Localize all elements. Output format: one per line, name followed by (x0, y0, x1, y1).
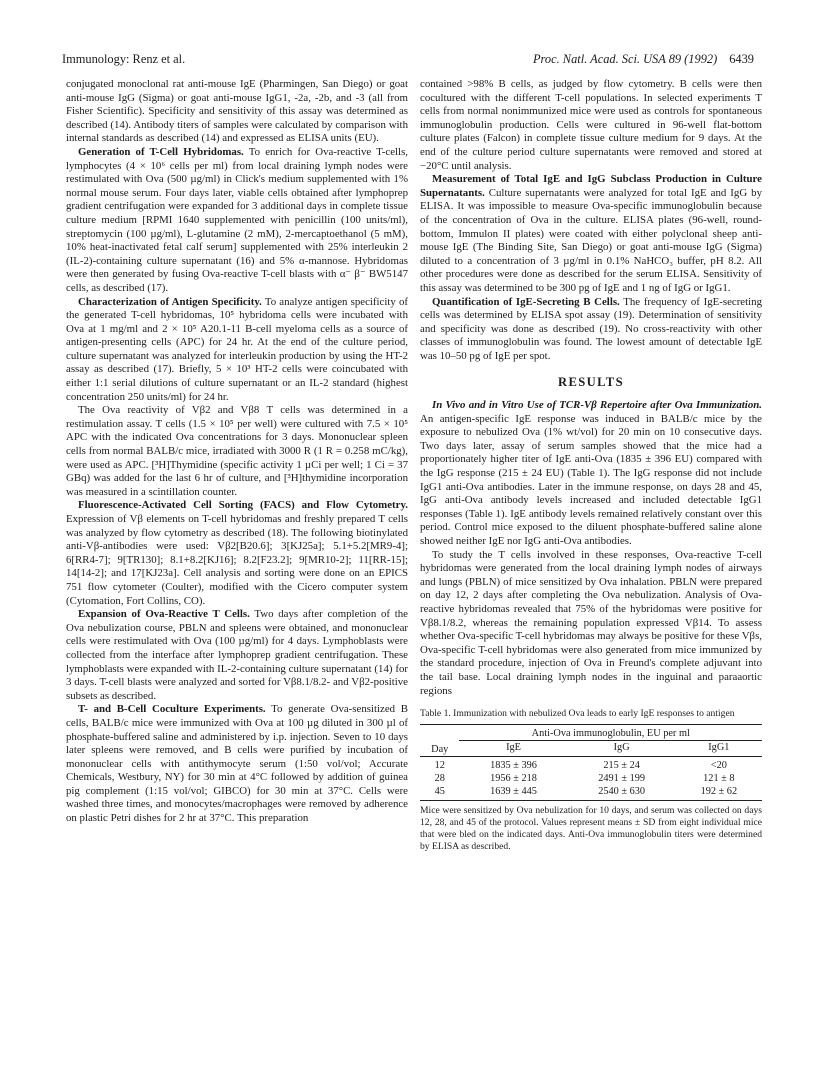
section-heading: Fluorescence-Activated Cell Sorting (FACS) and Flow Cytometry. (78, 499, 408, 512)
table-header-row (420, 725, 762, 741)
table-cell: <20 (710, 760, 727, 772)
table-cell: 1835 ± 396 (490, 760, 537, 772)
paragraph: To study the T cells involved in these responses, Ova-reactive T-cell hybridomas were generated from the local draining lymph nodes of airways and lungs (PBLN) of mice sensitized by Ova inhalation. PBLN were prepared on day 12, 2 days after completing the Ova nebulization. Analysis of Ova-reactive hybridomas revealed that 75% of the hybridomas were positive for Vβ8.1/8.2, whereas the remaining population expressed Vβ14. To assess whether Ova-specific T-cell hybridomas may always be positive for these Vβs, Ova-specific T-cell hybridomas were also generated from mice immunized by the standard procedure, injection of Ova in Freund's complete adjuvant into the tail base. Local draining lymph nodes in the inguinal and paraaortic regions (420, 548, 762, 697)
table-cell: 1639 ± 445 (459, 785, 567, 801)
table-cell: 2540 ± 630 (568, 785, 676, 801)
paragraph-text: To analyze antigen specificity of the generated T-cell hybridomas, 10⁵ hybridoma cells were incubated with Ova at 1 mg/ml and 2 × 10⁵ A20.1-11 B-cell myeloma cells as a source of antigen-presenting cells (APC) for 24 hr. At the end of the culture period, culture supernatant was analyzed for interleukin production by using the HT-2 assay as described (17). Briefly, 5 × 10³ HT-2 cells were coincubated with either 1:1 serial dilutions of culture supernatant or an IL-2 standard (highest concentration 250 units/ml) for 24 hr. (66, 295, 408, 403)
paragraph: The Ova reactivity of Vβ2 and Vβ8 T cells was determined in a restimulation assay. T cells (1.5 × 10⁵ per well) were cultured with 7.5 × 10⁵ APC with the indicated Ova concentrations for 3 days. Mononuclear spleen cells from normal BALB/c mice, irradiated with 3000 R (1 R = 0.258 mC/kg), were used as APC. [³H]Thymidine (specific activity 1 µCi per well; 1 Ci = 37 GBq) was added for the last 6 hr of culture, and [³H]thymidine incorporation was measured in a scintillation counter. (66, 404, 408, 498)
section-heading: Expansion of Ova-Reactive T Cells. (78, 608, 250, 621)
paragraph-text: An antigen-specific IgE response was induced in BALB/c mice by the exposure to nebulized Ova (1% wt/vol) for 20 min on 10 consecutive days. Two days later, assay of serum samples showed that the mice had a proportionately higher titer of IgE anti-Ova (1835 ± 396 EU) compared with the IgG response (215 ± 24 EU) (Table 1). The IgG response did not include IgG1 anti-Ova antibodies. Later in the immune response, on days 28 and 45, IgG anti-Ova antibody levels increased and included detectable IgG1 responses (Table 1). IgE antibody levels remained relatively constant over this period. Control mice exposed to the diluent phosphate-buffered saline alone showed neither IgE nor IgG anti-Ova antibodies. (420, 412, 762, 547)
table-1 (420, 724, 762, 801)
paragraph-text: Expression of Vβ elements on T-cell hybridomas and freshly prepared T cells was analyzed by flow cytometry as described (18). The following biotinylated anti-Vβ-antibodies were used: Vβ2[B20.6]; 3[KJ25a]; 5.1+5.2[MR9-4]; 6[RR4-7]; 9[TR130]; 8.1+8.2[KJ16]; 8.2[F23.2]; 9[MR10-2]; 11[RR-15]; 14[14-2]; and 17[KJ23a]. Cell analysis and sorting were done on an EPICS 751 flow cytometer (Coulter), modified with the Cicero computer system (Cytomation, Fort Collins, CO). (66, 513, 408, 607)
table-row (420, 772, 762, 785)
paragraph (420, 296, 762, 364)
paragraph-text: The frequency of IgE-secreting cells was determined by ELISA spot assay (19). Determination of sensitivity and specificity was done as described (19). No cross-reactivity with other classes of immunoglobulin was found. The lowest amount of detectable IgE was 10–50 pg of IgE per spot. (420, 295, 762, 362)
paragraph-text: To enrich for Ova-reactive T-cells, lymphocytes (4 × 10⁶ cells per ml) from local draining lymph nodes were restimulated with Ova (500 µg/ml) in Click's medium supplemented with 1% normal mouse serum. Four days later, viable cells obtained after lymphoprep gradient centrifugation were expanded for 3 additional days in complete tissue culture medium [RPMI 1640 supplemented with penicillin (100 units/ml), streptomycin (100 µg/ml), L-glutamine (2 mM), 2-mercaptoethanol (5 mM), 10% heat-inactivated fetal calf serum] supplemented with 25% interleukin 2 (IL-2)-containing culture supernatant (16) and 5% α-mannose. Hybridomas were then generated by fusing Ova-reactive T-cell blasts with α⁻ β⁻ BW5147 cells, as described (17). (66, 145, 409, 294)
table-row (420, 757, 762, 773)
table-cell: 2491 ± 199 (598, 773, 646, 785)
left-column (66, 78, 408, 826)
right-column (420, 78, 762, 853)
section-heading: Measurement of Total IgE and IgG Subclass Production in Culture Supernatants. (420, 173, 762, 199)
paragraph: contained >98% B cells, as judged by flow cytometry. B cells were then cocultured with the different T-cell populations. In selected experiments T cells from normal nonimmunized mice were used as controls for spontaneous immunoglobulin production. Cells were cultured in 96-well flat-bottom culture plates (Falcon) in complete tissue culture medium for 9 days. At the end of the culture period culture supernatants were removed and stored at −20°C until analysis. (420, 78, 762, 172)
journal-name: Proc. Natl. Acad. Sci. USA 89 (1992) (532, 52, 718, 66)
column-header: Day (420, 725, 459, 757)
paragraph-text: Two days after completion of the Ova nebulization course, PBLN and spleens were obtained, and mononuclear cells were restimulated with Ova (100 µg/ml) for 4 days. Lymphoblasts were collected from the interface after lymphoprep gradient centrifugation. These lymphoblasts were expanded with IL-2-containing culture supernatant (14) for 3 days. T-cell blasts were analyzed and sorted for Vβ8.1/8.2- and Vβ2-positive subsets as described. (66, 608, 408, 702)
table-cell: 1956 ± 218 (490, 773, 537, 785)
running-header: Immunology: Renz et al. (62, 52, 186, 66)
section-heading: T- and B-Cell Coculture Experiments. (78, 703, 266, 716)
section-heading: Characterization of Antigen Specificity. (78, 295, 262, 308)
page-number: 6439 (729, 52, 754, 66)
table-row (420, 785, 762, 801)
section-heading: In Vivo and in Vitro Use of TCR-Vβ Repertoire after Ova Immunization. (432, 399, 762, 412)
table-cell: 28 (434, 773, 445, 785)
column-header: IgG1 (676, 741, 762, 757)
paragraph (420, 173, 762, 295)
paragraph-text: Culture supernatants were analyzed for total IgE and IgG by ELISA. It was impossible to measure Ova-specific immunoglobulin because of the concentration of Ova in the culture. ELISA plates (96-well, round-bottom, Immulon II plates) were coated with either polyclonal sheep anti-mouse IgE (The Binding Site, San Diego) or goat anti-mouse IgG (Sigma) diluted to a concentration of 3 µg/ml in 0.1% NaHCO₃ buffer, pH 8.2. All other procedures were done as described for the serum ELISA. Sensitivity of this assay was determined to be 300 pg of IgE and 1 ng of IgG or IgG1. (420, 186, 762, 294)
paragraph (66, 296, 408, 405)
table-footnote: Mice were sensitized by Ova nebulization for 10 days, and serum was collected on days 12, 28, and 45 of the protocol. Values represent means ± SD from eight individual mice that were bled on the indicated days. Anti-Ova immunoglobulin titers were determined by ELISA as described. (420, 805, 762, 853)
paragraph (66, 608, 408, 703)
paragraph (66, 146, 408, 296)
column-header: IgE (459, 741, 567, 757)
section-heading: Quantification of IgE-Secreting B Cells. (432, 295, 620, 308)
table-cell: 12 (434, 760, 445, 772)
paragraph: conjugated monoclonal rat anti-mouse IgE (Pharmingen, San Diego) or goat anti-mouse IgG (Sigma) or goat anti-mouse IgG1, -2a, -2b, and -3 (all from Fisher Scientific). Specificity and sensitivity of this assay was determined as described (14). Antibody titers of samples were calculated by comparison with internal standards as described (14) and expressed as ELISA units (EU). (66, 78, 408, 145)
table-caption: Table 1. Immunization with nebulized Ova leads to early IgE responses to antigen (420, 708, 735, 720)
table-cell: 215 ± 24 (603, 760, 640, 772)
journal-citation (533, 52, 754, 67)
column-header: IgG (568, 741, 676, 757)
results-heading: RESULTS (557, 375, 625, 390)
section-heading: Generation of T-Cell Hybridomas. (78, 145, 244, 158)
paragraph (420, 399, 762, 549)
table-cell: 192 ± 62 (676, 785, 762, 801)
group-header: Anti-Ova immunoglobulin, EU per ml (459, 725, 762, 741)
paragraph-text: To generate Ova-sensitized B cells, BALB/c mice were immunized with Ova at 100 µg diluted in 300 µl of phosphate-buffered saline and administered by i.p. injection. Seven to 10 days later spleens were removed, and B cells were purified by incubation of mononuclear cells with antithymocyte serum (1:50 vol/vol; Accurate Chemicals, Westbury, NY) for 30 min at 4°C followed by addition of guinea pig complement (1:15 vol/vol; GIBCO) for 30 min at 37°C. Cells were washed three times, and monocytes/macrophages were removed by adherence on plastic Petri dishes for 2 hr at 37°C. This preparation (66, 703, 409, 825)
paragraph (66, 703, 408, 825)
paragraph (66, 499, 408, 608)
table-cell: 121 ± 8 (703, 773, 735, 785)
table-subheader-row (420, 741, 762, 757)
table-cell: 45 (420, 785, 459, 801)
